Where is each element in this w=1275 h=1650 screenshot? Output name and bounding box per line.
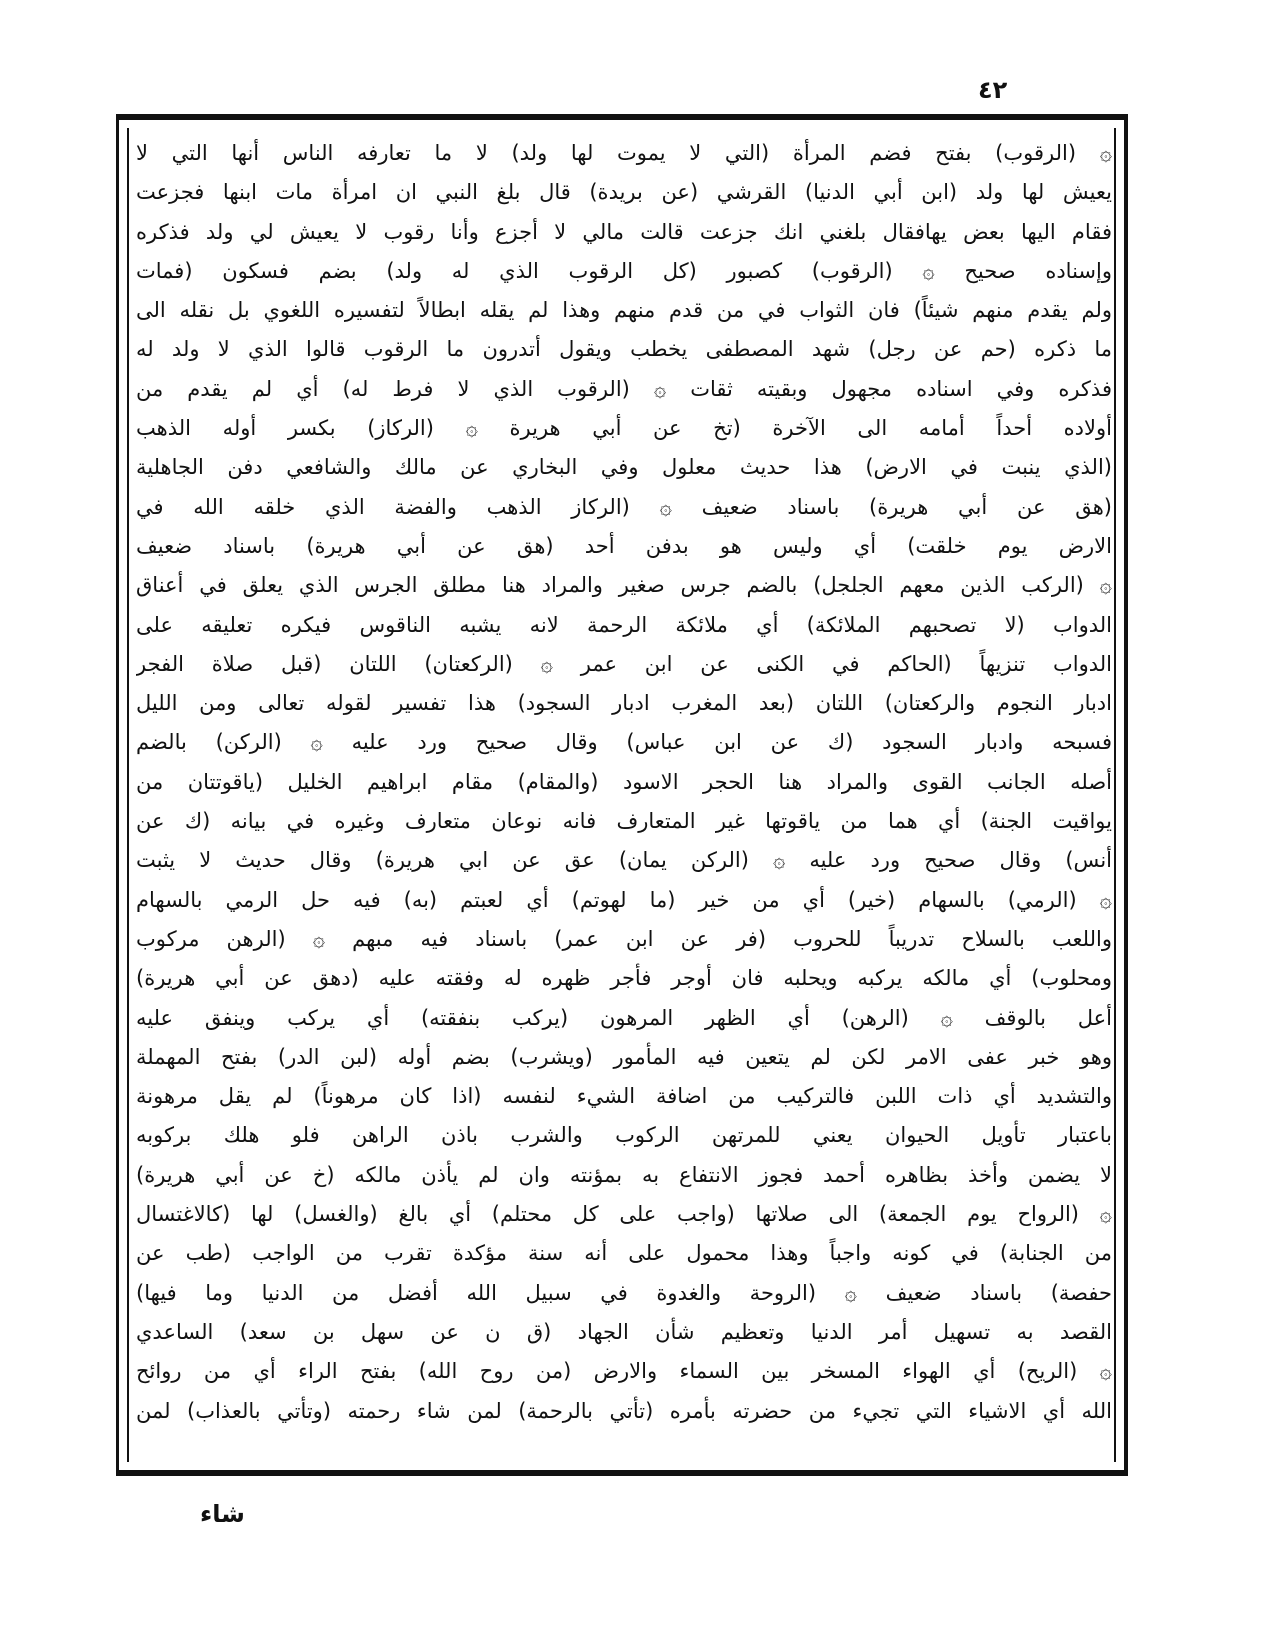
text-line: ومحلوب) أي مالكه يركبه ويحلبه فان أوجر فأجر ظهره له وفقته عليه (دهق عن أبي هريرة) (136, 966, 1112, 991)
text-line: ادبار النجوم والركعتان) اللتان (بعد المغرب ادبار السجود) هذا تفسير لقوله تعالى ومن الليل (136, 691, 1112, 716)
text-line: أعل بالوقف ۞ (الرهن) أي الظهر المرهون (يركب بنفقته) أي يركب وينفق عليه (136, 1005, 1112, 1030)
text-line: (هق عن أبي هريرة) باسناد ضعيف ۞ (الركاز الذهب والفضة الذي خلقه الله في (136, 494, 1112, 519)
text-line: وإسناده صحيح ۞ (الرقوب) كصبور (كل الرقوب الذي له ولد) بضم فسكون (فمات (136, 258, 1112, 283)
text-line: أولاده أحداً أمامه الى الآخرة (تخ عن أبي هريرة ۞ (الركاز) بكسر أوله الذهب (136, 416, 1112, 441)
text-line: ۞ (الركب الذين معهم الجلجل) بالضم جرس صغير والمراد هنا مطلق الجرس الذي يعلق في أعناق (136, 573, 1112, 598)
text-line: حفصة) باسناد ضعيف ۞ (الروحة والغدوة في سبيل الله أفضل من الدنيا وما فيها) (136, 1280, 1112, 1305)
text-line: الدواب (لا تصحبهم الملائكة) أي ملائكة الرحمة لانه يشبه الناقوس فيكره تعليقه على (136, 612, 1112, 637)
text-line: وهو خبر عفى الامر لكن لم يتعين فيه المأمور (ويشرب) بضم أوله (لبن الدر) بفتح المهملة (136, 1044, 1112, 1069)
text-line: القصد به تسهيل أمر الدنيا وتعظيم شأن الجهاد (ق ن عن سهل بن سعد) الساعدي (136, 1319, 1112, 1344)
text-line: يعيش لها ولد (ابن أبي الدنيا) القرشي (عن بريدة) قال بلغ النبي ان امرأة مات ابنها فجزعت (136, 180, 1112, 205)
text-line: الدواب تنزيهاً (الحاكم في الكنى عن ابن عمر ۞ (الركعتان) اللتان (قبل صلاة الفجر (136, 651, 1112, 676)
text-line: لا يضمن وأخذ بظاهره أحمد فجوز الانتفاع به بمؤنته وان لم يأذن مالكه (خ عن أبي هريرة) (136, 1162, 1112, 1187)
text-line: أصله الجانب القوى والمراد هنا الحجر الاسود (والمقام) مقام ابراهيم الخليل (ياقوتتان من (136, 769, 1112, 794)
text-line: باعتبار تأويل الحيوان يعني للمرتهن الركوب والشرب باذن الراهن فلو هلك بركوبه (136, 1123, 1112, 1148)
text-line: فقام اليها بعض يهافقال بلغني انك جزعت قالت مالي لا أجزع وأنا رقوب لا يعيش لي ولد فذكره (136, 219, 1112, 244)
text-line: والتشديد أي ذات اللبن فالتركيب من اضافة الشيء لنفسه (اذا كان مرهوناً) لم يقل مرهونة (136, 1084, 1112, 1109)
text-line: ۞ (الرمي) بالسهام (خير) أي من خير (ما لهوتم) أي لعبتم (به) فيه حل الرمي بالسهام (136, 887, 1112, 912)
text-line: ۞ (الرقوب) بفتح فضم المرأة (التي لا يموت لها ولد) لا ما تعارفه الناس أنها التي لا (136, 141, 1112, 165)
text-line: ۞ (الريح) أي الهواء المسخر بين السماء والارض (من روح الله) بفتح الراء أي من روائح (136, 1359, 1112, 1384)
text-line: الله أي الاشياء التي تجيء من حضرته بأمره (تأتي بالرحمة) لمن شاء رحمته (وتأتي بالعذاب) لمن (136, 1398, 1112, 1423)
catchword: شاء (200, 1500, 245, 1528)
text-line: فسبحه وادبار السجود (ك عن ابن عباس) وقال صحيح ورد عليه ۞ (الركن) بالضم (136, 730, 1112, 755)
text-line: فذكره وفي اسناده مجهول وبقيته ثقات ۞ (الرقوب الذي لا فرط له) أي لم يقدم من (136, 376, 1112, 401)
text-line: الارض يوم خلقت) أي وليس هو بدفن أحد (هق عن أبي هريرة) باسناد ضعيف (136, 533, 1112, 558)
text-line: واللعب بالسلاح تدريباً للحروب (فر عن ابن عمر) باسناد فيه مبهم ۞ (الرهن مركوب (136, 926, 1112, 951)
text-line: يواقيت الجنة) أي هما من ياقوتها غير المتعارف فانه نوعان متعارف وغيره في بيانه (ك عن (136, 809, 1112, 834)
text-line: (الذي ينبت في الارض) هذا حديث معلول وفي البخاري عن مالك والشافعي دفن الجاهلية (136, 455, 1112, 480)
text-line: أنس) وقال صحيح ورد عليه ۞ (الركن يمان) عق عن ابي هريرة) وقال حديث لا يثبت (136, 848, 1112, 873)
text-line: ولم يقدم منهم شيئاً) فان الثواب في من قدم منهم وهذا لم يقله ابطالاً لتفسيره اللغوي بل نقله الى (136, 298, 1112, 323)
text-line: ۞ (الرواح يوم الجمعة) الى صلاتها (واجب على كل محتلم) أي بالغ (والغسل) لها (كالاغتسال (136, 1202, 1112, 1227)
text-line: ما ذكره (حم عن رجل) شهد المصطفى يخطب ويقول أتدرون ما الرقوب قالوا الذي لا ولد له (136, 337, 1112, 362)
page-number: ٤٢ (978, 76, 1008, 104)
text-line: من الجنابة) في كونه واجباً وهذا محمول على أنه سنة مؤكدة تقرب من الواجب (طب عن (136, 1241, 1112, 1266)
text-body (136, 134, 1112, 1431)
